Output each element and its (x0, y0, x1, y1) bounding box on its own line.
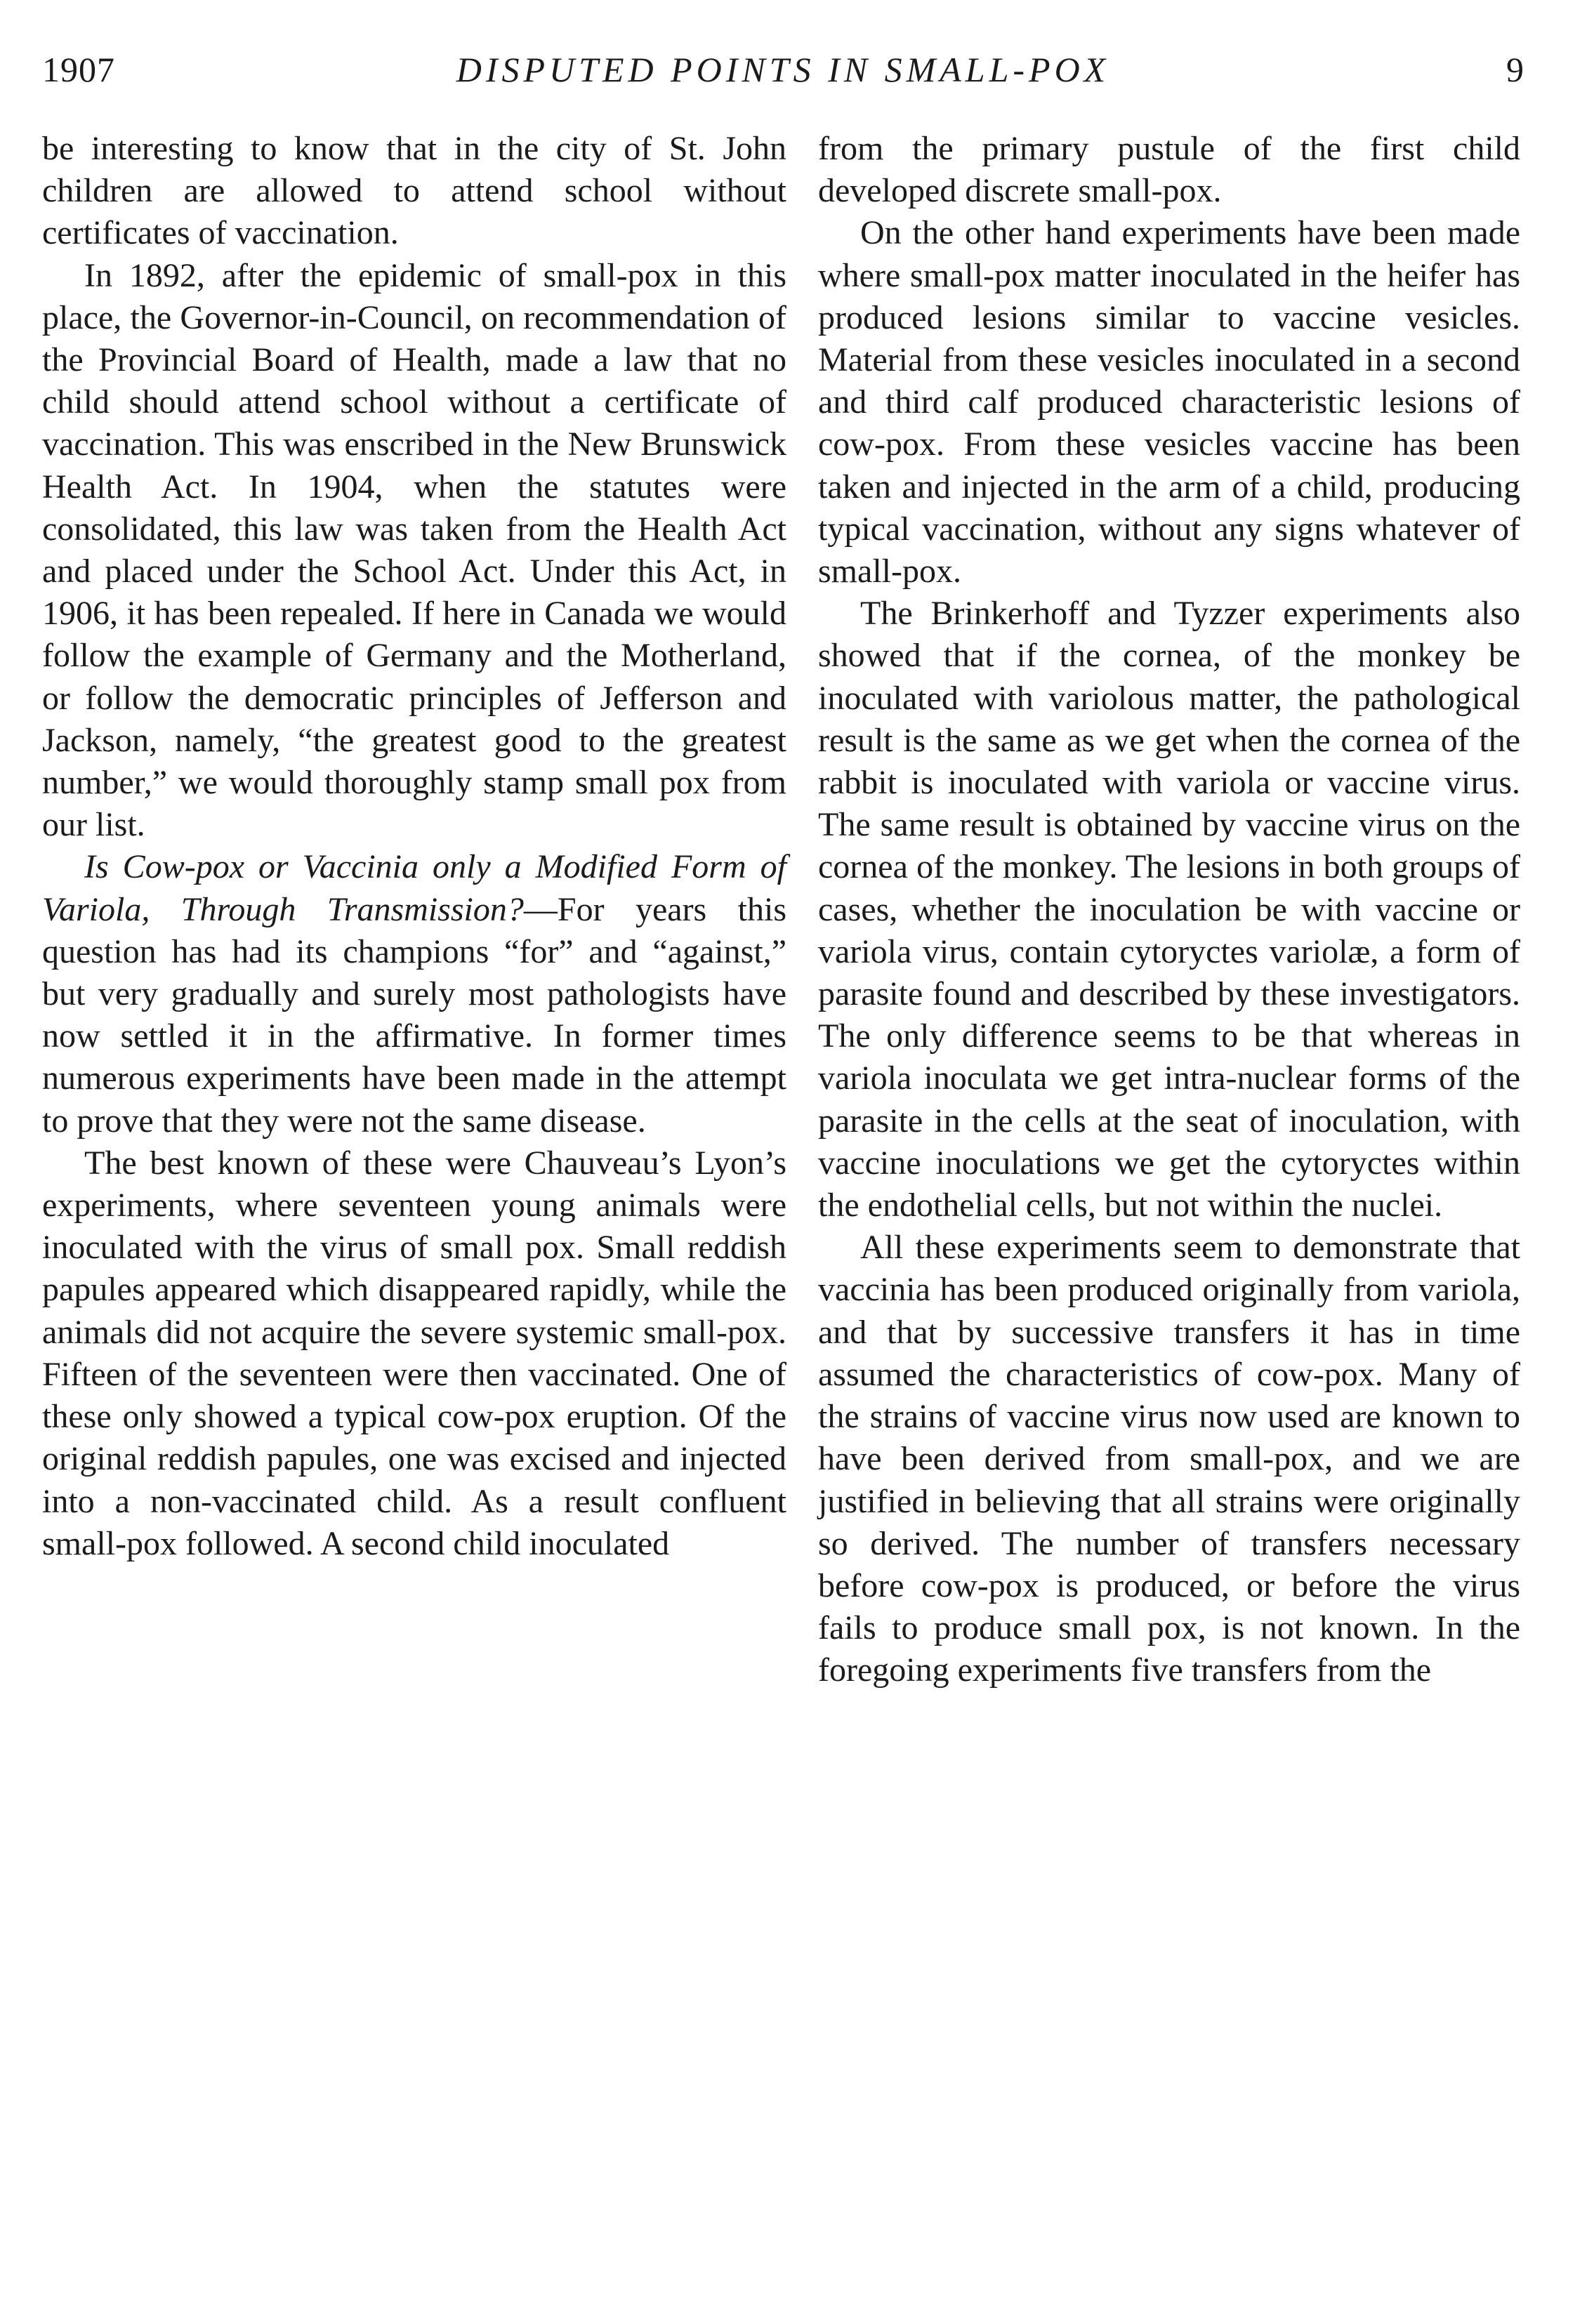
right-paragraph-2: On the other hand experiments have been made where small-pox matter inoculated in the heifer has produced lesions similar to vaccine vesicles. Material from these vesicles inoculated in a second and third calf produced characteristic lesions of cow-pox. From these vesicles vaccine has been taken and injected in the arm of a child, producing typical vaccination, without any signs whatever of small-pox. (818, 214, 1520, 590)
left-paragraph-1: be interesting to know that in the city of St. John children are allowed to attend school without certificates of vaccination. (42, 130, 786, 252)
page-number: 9 (1506, 50, 1524, 89)
running-title: DISPUTED POINTS IN SMALL-POX (456, 50, 1110, 89)
right-paragraph-3: The Brinkerhoff and Tyzzer experiments also showed that if the cornea, of the monkey be inoculated with variolous matter, the pathological result is the same as we get when the cornea of the rabbit is inoculated with variola or vaccine virus. The same result is obtained by vaccine virus on the cornea of the monkey. The lesions in both groups of cases, whether the inoculation be with vaccine or variola virus, contain cytoryctes variolæ, a form of parasite found and described by these investigators. The only difference seems to be that whereas in variola inoculata we get intra-nuclear forms of the parasite in the cells at the seat of inoculation, with vaccine inoculations we get the cytoryctes within the endothelial cells, but not within the nuclei. (818, 595, 1520, 1224)
left-paragraph-4: The best known of these were Chauveau’s Lyon’s experiments, where seventeen young animals were inoculated with the virus of small pox. Small reddish papules appeared which disappeared rapidly, while the animals did not acquire the severe systemic small-pox. Fifteen of the seventeen were then vaccinated. One of these only showed a typical cow-pox eruption. Of the original reddish papules, one was excised and injected into a non-vaccinated child. As a result confluent small-pox followed. A second child inoculated (42, 1144, 786, 1562)
header-year: 1907 (42, 50, 115, 89)
page-header (42, 49, 1524, 105)
left-column (42, 128, 786, 1565)
left-paragraph-3 (42, 846, 786, 1142)
right-column (818, 128, 1520, 1692)
right-paragraph-1: from the primary pustule of the first child developed discrete small-pox. (818, 130, 1520, 210)
section-body: —For years this question has had its champions “for” and “against,” but very gradually and surely most pathologists have now settled it in the affirmative. In former times numerous experiments have been made in the attempt to prove that they were not the same disease. (42, 890, 786, 1140)
right-paragraph-4: All these experiments seem to demonstrate that vaccinia has been produced originally from variola, and that by successive transfers it has in time assumed the characteristics of cow-pox. Many of the strains of vaccine virus now used are known to have been derived from small-pox, and we are justified in believing that all strains were originally so derived. The number of transfers necessary before cow-pox is produced, or before the virus fails to produce small pox, is not known. In the foregoing experiments five transfers from the (818, 1229, 1520, 1689)
section-heading: Is Cow-pox or Vaccinia only a Modified Form of Variola, Through Transmission? (42, 848, 786, 928)
left-paragraph-2: In 1892, after the epidemic of small-pox in this place, the Governor-in-Council, on recommendation of the Provincial Board of Health, made a law that no child should attend school without a certificate of vaccination. This was enscribed in the New Brunswick Health Act. In 1904, when the statutes were consolidated, this law was taken from the Health Act and placed under the School Act. Under this Act, in 1906, it has been repealed. If here in Canada we would follow the example of Germany and the Motherland, or follow the democratic principles of Jefferson and Jackson, namely, “the greatest good to the greatest number,” we would thoroughly stamp small pox from our list. (42, 256, 786, 844)
